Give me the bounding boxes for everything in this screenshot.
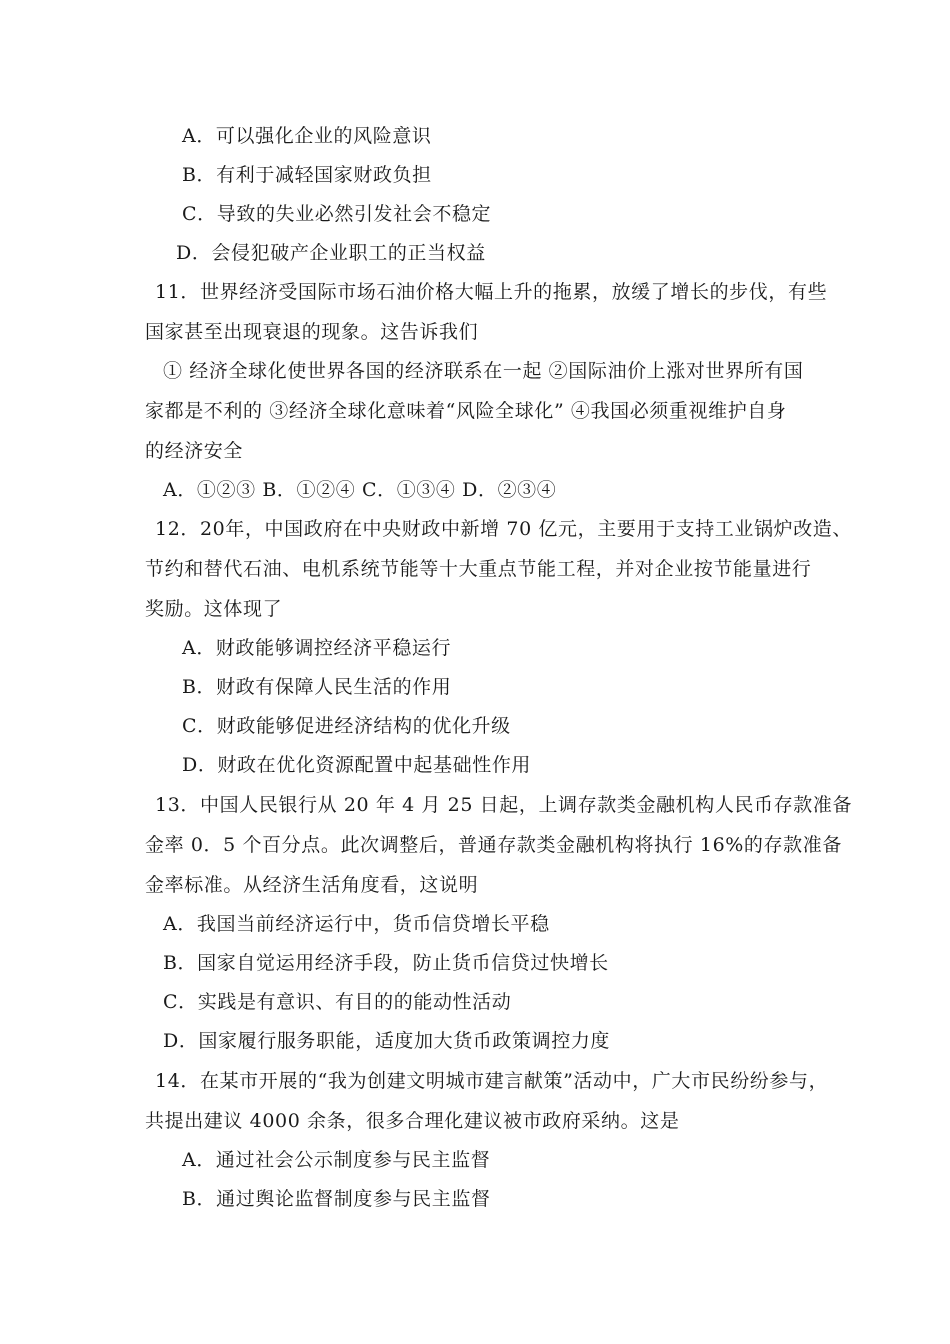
q13-option-b: B．国家自觉运用经济手段，防止货币信贷过快增长 <box>163 952 609 974</box>
q12-stem-line3: 奖励。这体现了 <box>145 598 283 620</box>
q13-option-a: A．我国当前经济运行中，货币信贷增长平稳 <box>163 913 550 935</box>
q14-option-a: A．通过社会公示制度参与民主监督 <box>182 1149 491 1171</box>
q14-stem-line1: 14．在某市开展的“我为创建文明城市建言献策”活动中，广大市民纷纷参与， <box>155 1070 829 1092</box>
q14-option-b: B．通过舆论监督制度参与民主监督 <box>182 1188 491 1210</box>
q11-choices: A．①②③ B．①②④ C．①③④ D．②③④ <box>163 479 557 501</box>
q12-option-d: D．财政在优化资源配置中起基础性作用 <box>182 754 532 776</box>
q11-statements-line1: ① 经济全球化使世界各国的经济联系在一起 ②国际油价上涨对世界所有国 <box>163 360 804 382</box>
q10-option-c: C．导致的失业必然引发社会不稳定 <box>182 203 492 225</box>
q11-stem-line2: 国家甚至出现衰退的现象。这告诉我们 <box>145 321 479 343</box>
q13-option-c: C．实践是有意识、有目的的能动性活动 <box>163 991 512 1013</box>
q11-statements-line3: 的经济安全 <box>145 440 244 462</box>
q12-stem-line1: 12．20年，中国政府在中央财政中新增 70 亿元，主要用于支持工业锅炉改造、 <box>155 518 853 540</box>
q13-option-d: D．国家履行服务职能，适度加大货币政策调控力度 <box>163 1030 611 1052</box>
q13-stem-line2: 金率 0．5 个百分点。此次调整后，普通存款类金融机构将执行 16%的存款准备 <box>145 834 842 856</box>
q12-option-a: A．财政能够调控经济平稳运行 <box>182 637 452 659</box>
q13-stem-line1: 13．中国人民银行从 20 年 4 月 25 日起，上调存款类金融机构人民币存款准备 <box>155 794 853 816</box>
q10-option-d: D．会侵犯破产企业职工的正当权益 <box>176 242 486 264</box>
q10-option-a: A．可以强化企业的风险意识 <box>182 125 432 147</box>
q10-option-b: B．有利于减轻国家财政负担 <box>182 164 432 186</box>
q14-stem-line2: 共提出建议 4000 余条，很多合理化建议被市政府采纳。这是 <box>145 1110 680 1132</box>
q12-option-b: B．财政有保障人民生活的作用 <box>182 676 452 698</box>
q12-stem-line2: 节约和替代石油、电机系统节能等十大重点节能工程，并对企业按节能量进行 <box>145 558 812 580</box>
q12-option-c: C．财政能够促进经济结构的优化升级 <box>182 715 511 737</box>
q11-stem-line1: 11．世界经济受国际市场石油价格大幅上升的拖累，放缓了增长的步伐，有些 <box>155 281 828 303</box>
q13-stem-line3: 金率标准。从经济生活角度看，这说明 <box>145 874 479 896</box>
q11-statements-line2: 家都是不利的 ③经济全球化意味着“风险全球化” ④我国必须重视维护自身 <box>145 400 787 422</box>
